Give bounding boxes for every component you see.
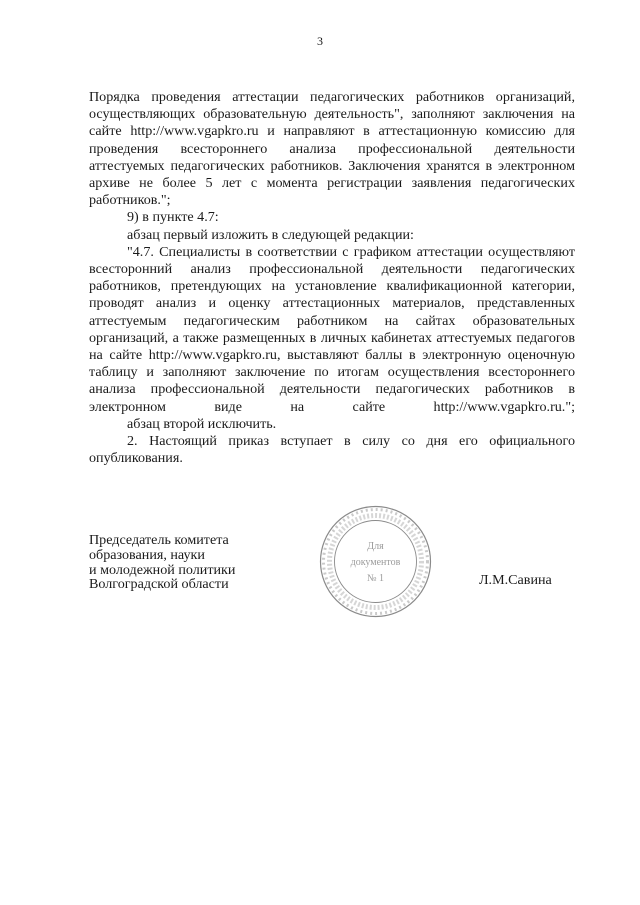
signatory-title (89, 533, 235, 592)
paragraph-4-7: "4.7. Специалисты в соответствии с графиком аттестации осуществляют всесторонний анализ профессиональной деятельности педагогических работников, претендующих на установление квалификационной категории, проводят анализ и оценку аттестационных материалов, представленных аттестуемым педагогическим работником на сайтах образовательных организаций, а также размещенных в личных кабинетах аттестуемых педагогов на сайте http://www.vgapkro.ru, выставляют баллы в электронную оценочную таблицу и заполняют заключение по итогам осуществления всестороннего анализа профессиональной деятельности педагогических работников в электронном виде на сайте http://www.vgapkro.ru."; (89, 243, 575, 415)
seal-text-line: Для (367, 541, 384, 552)
paragraph-continuation: Порядка проведения аттестации педагогических работников организаций, осуществляющих образовательную деятельность", заполняют заключения на сайте http://www.vgapkro.ru и направляют в аттестационную комиссию для проведения всестороннего анализа профессиональной деятельности аттестуемых педагогических работников. Заключения хранятся в электронном архиве не более 5 лет с момента регистрации заявления педагогических работников."; (89, 89, 575, 209)
signatory-title-line: Председатель комитета (89, 532, 229, 548)
signatory-name: Л.М.Савина (479, 572, 552, 588)
page-number: 3 (317, 34, 323, 48)
signatory-title-line: и молодежной политики (89, 561, 236, 578)
official-seal (318, 504, 433, 619)
paragraph-first-abzac: абзац первый изложить в следующей редакции: (127, 226, 414, 243)
paragraph-second-abzac: абзац второй исключить. (127, 415, 277, 432)
seal-text-line: документов (350, 557, 401, 568)
signatory-title-line: Волгоградской области (89, 576, 229, 593)
signatory-title-line: образования, науки (89, 546, 205, 563)
paragraph-item-9: 9) в пункте 4.7: (127, 209, 219, 226)
paragraph-effective: 2. Настоящий приказ вступает в силу со дня его официального опубликования. (89, 433, 575, 467)
seal-text-line: № 1 (366, 573, 385, 584)
